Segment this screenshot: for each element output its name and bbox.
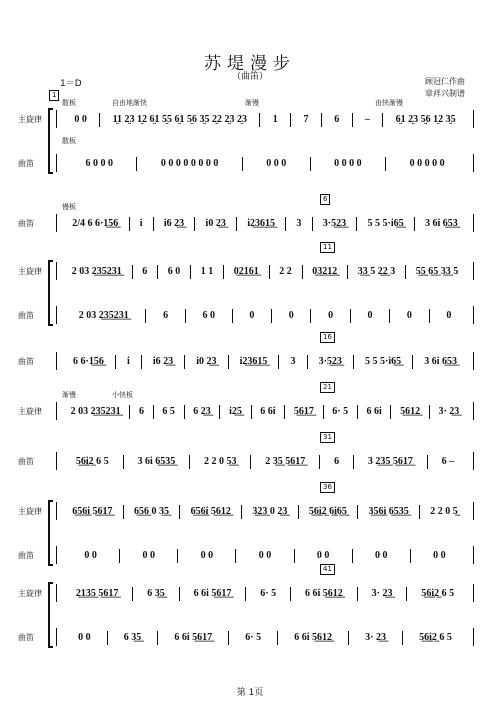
- measure: 0 0 0: [243, 157, 311, 171]
- measure: i: [130, 217, 154, 231]
- barline: [473, 452, 474, 470]
- barline: [473, 402, 474, 420]
- measure: 6· 5: [246, 587, 291, 601]
- measure: 6 0: [186, 309, 233, 323]
- part-label: 曲笛: [18, 311, 34, 320]
- notation-row: [56, 628, 474, 646]
- barline: [473, 546, 474, 564]
- barline: [56, 452, 57, 470]
- barline: [473, 628, 474, 646]
- system-brace: [48, 108, 53, 174]
- page-number: 第 1页: [236, 688, 264, 698]
- rehearsal-mark: 16: [320, 332, 335, 343]
- measure-group: [62, 217, 468, 231]
- measure: 0: [446, 310, 452, 321]
- composer-credit: 顾冠仁作曲: [425, 77, 465, 86]
- measure: 6 0 0 0: [62, 157, 137, 171]
- measure: 5 5 5·i6̲5̲: [354, 355, 413, 369]
- tempo-marking: 渐慢: [245, 99, 259, 107]
- measure: 3 2̲3̲5̲ 5̲6̲1̲7̲: [354, 455, 428, 469]
- measure: i2̲3̲6̲1̲5̲: [237, 217, 286, 231]
- measure: 6̲5̲6̲i̲ 5̲6̲1̲7̲: [62, 505, 124, 519]
- tempo-marking: 渐慢: [62, 391, 76, 399]
- notation-row: [56, 154, 474, 172]
- notation-row: [56, 502, 474, 520]
- measure-group: [62, 309, 468, 323]
- measure: 5̲6̲1̲7̲: [285, 405, 323, 419]
- barline: [473, 502, 474, 520]
- measure: 0: [351, 309, 390, 323]
- measure: 0: [311, 309, 350, 323]
- measure: 0: [272, 309, 311, 323]
- rehearsal-mark: 1: [49, 90, 59, 101]
- notation-row: [56, 214, 474, 232]
- part-label: 曲笛: [18, 457, 34, 466]
- barline: [473, 110, 474, 128]
- measure: 0: [390, 309, 429, 323]
- measure: 3: [286, 217, 312, 231]
- measure: 5̲6̲i̲2̲ 6̲i̲6̲5̲: [299, 505, 359, 519]
- measure-group: [62, 265, 468, 279]
- measure: 6̲5̲6̲i̲ 5̲6̲1̲2̲: [180, 505, 242, 519]
- measure-group: [62, 587, 468, 601]
- measure: 5̲6̲i̲2̲ 6 5: [62, 455, 124, 469]
- measure: 0 0: [295, 549, 353, 563]
- measure-group: [62, 405, 468, 419]
- measure: 6· 5: [324, 405, 358, 419]
- notation-row: [56, 262, 474, 280]
- measure: 3: [279, 355, 307, 369]
- measure: 3̲3̲ 5 2̲2̲ 3: [348, 265, 406, 279]
- notation-row: [56, 402, 474, 420]
- part-label: 主旋律: [18, 115, 42, 124]
- measure: 2 2 0 5̲: [430, 506, 458, 517]
- piece-subtitle: （曲笛）: [231, 72, 268, 82]
- part-label: 曲笛: [18, 633, 34, 642]
- measure: 6 6i 5̲6̲1̲2̲: [291, 587, 358, 601]
- tempo-marking: 散板: [62, 137, 76, 145]
- system-brace: [48, 260, 53, 326]
- measure: 2 2 0 5̲3̲: [190, 455, 251, 469]
- part-label: 主旋律: [18, 267, 42, 276]
- measure: 6̤1 2̤3 5̤6 1̤2 3̤5: [395, 114, 456, 125]
- measure: 7: [291, 113, 322, 127]
- measure: 0 0: [62, 113, 100, 127]
- measure: 0 0 0 0: [311, 157, 386, 171]
- measure: 3· 2̲3̲: [358, 587, 408, 601]
- part-label: 曲笛: [18, 159, 34, 168]
- barline: [56, 628, 57, 646]
- measure: 6 2̲3̲: [185, 405, 221, 419]
- system-brace: [48, 582, 53, 648]
- measure: 0 0: [353, 549, 411, 563]
- credits: [425, 76, 465, 100]
- barline: [56, 546, 57, 564]
- measure-group: [62, 157, 468, 171]
- measure: 2 03 2̲3̲5̲2̲3̲1̲: [62, 265, 133, 279]
- tempo-marking: 自由地渐快: [112, 99, 147, 107]
- measure: 2/4 6 6·1̲5̲6̲: [62, 217, 130, 231]
- measure: 6 –: [441, 456, 455, 467]
- barline: [473, 352, 474, 370]
- measure: 1: [260, 113, 291, 127]
- part-label: 主旋律: [18, 407, 42, 416]
- notation-row: [56, 452, 474, 470]
- measure: 2 3̲5̲ 5̲6̲1̲7̲: [251, 455, 320, 469]
- measure-group: [62, 355, 468, 369]
- measure: 1 1: [191, 265, 224, 279]
- notation-row: [56, 584, 474, 602]
- measure: 0 0 0 0 0: [409, 158, 445, 169]
- arranger-credit: 章祥兴制谱: [425, 89, 465, 98]
- measure: i2̲3̲6̲1̲5̲: [229, 355, 280, 369]
- measure: 0̲3̲2̲1̲2̲: [303, 265, 349, 279]
- measure: 0 0: [236, 549, 294, 563]
- barline: [473, 262, 474, 280]
- part-label: 主旋律: [18, 507, 42, 516]
- barline: [473, 214, 474, 232]
- notation-row: [56, 306, 474, 324]
- measure: i6 2̲3̲: [154, 217, 196, 231]
- rehearsal-mark: 41: [320, 564, 335, 575]
- part-label: 主旋律: [18, 589, 42, 598]
- barline: [473, 584, 474, 602]
- system-brace: [48, 500, 53, 566]
- measure: 0 0: [178, 549, 236, 563]
- measure: 2 03 2̲3̲5̲2̲3̲1̲: [62, 309, 146, 323]
- rehearsal-mark: 6: [320, 194, 330, 205]
- barline: [56, 352, 57, 370]
- measure: 6: [133, 265, 159, 279]
- rehearsal-mark: 11: [320, 242, 335, 253]
- barline: [56, 584, 57, 602]
- measure: 0 0: [433, 550, 446, 561]
- measure: 3·5̲2̲3̲: [313, 217, 358, 231]
- measure: 3 6i 6̲5̲3̲: [425, 218, 458, 229]
- measure: 3 6i 6̲5̲3̲: [424, 356, 458, 367]
- measure: 0 0: [62, 631, 108, 645]
- measure: 2̲1̲3̲5̲ 5̲6̲1̲7̲: [62, 587, 133, 601]
- measure: 5 5 5·i6̲5̲: [357, 217, 415, 231]
- measure: –: [353, 113, 384, 127]
- tempo-marking: 慢板: [62, 203, 76, 211]
- measure: i0 2̲3̲: [195, 217, 237, 231]
- key-signature: 1＝D: [60, 79, 82, 89]
- measure: 3· 2̲3̲: [438, 406, 460, 417]
- measure: 0: [233, 309, 272, 323]
- measure: i2̲5̲: [220, 405, 251, 419]
- rehearsal-mark: 21: [320, 382, 335, 393]
- measure: 0 0: [120, 549, 178, 563]
- measure: 5̲6̲i̲2̲ 6 5: [421, 588, 455, 599]
- measure: 0 0: [62, 549, 120, 563]
- measure: 6 6i 5̲6̲1̲2̲: [278, 631, 349, 645]
- measure: 6 3̲5̲: [108, 631, 159, 645]
- measure: 6: [130, 405, 153, 419]
- barline: [56, 306, 57, 324]
- measure-group: [62, 455, 468, 469]
- part-label: 曲笛: [18, 551, 34, 560]
- barline: [56, 154, 57, 172]
- measure: 6 5: [154, 405, 185, 419]
- measure: 3· 2̲3̲: [349, 631, 403, 645]
- measure: 6̲5̲6̲ 0 3̲5̲: [124, 505, 181, 519]
- notation-row: [56, 546, 474, 564]
- measure: 1̤1 2̤3 1̤2 6̤1 5̤5 6̤1 5̤6 3̤5 2̤2 2̤3 2̤3: [100, 113, 260, 127]
- barline: [473, 154, 474, 172]
- measure: 6 0: [158, 265, 191, 279]
- rehearsal-mark: 31: [320, 432, 335, 443]
- barline: [56, 110, 57, 128]
- measure: 3̲2̲3̲ 0 2̲3̲: [242, 505, 299, 519]
- part-label: 曲笛: [18, 357, 34, 366]
- measure-group: [62, 113, 468, 127]
- measure: 6 6i: [358, 405, 392, 419]
- barline: [473, 306, 474, 324]
- barline: [56, 502, 57, 520]
- measure: 6 6i 5̲6̲1̲7̲: [180, 587, 247, 601]
- measure: 2 2: [270, 265, 303, 279]
- part-label: 曲笛: [18, 219, 34, 228]
- measure: 6 6i 5̲6̲1̲7̲: [158, 631, 229, 645]
- barline: [56, 262, 57, 280]
- measure: 5̲6̲1̲2̲: [391, 405, 429, 419]
- measure: 5̲6̲i̲2̲ 6 5: [419, 632, 452, 643]
- tempo-marking: 由快渐慢: [375, 99, 403, 107]
- measure: i: [116, 355, 142, 369]
- tempo-marking: 散板: [62, 99, 76, 107]
- barline: [56, 402, 57, 420]
- measure: 5̲5̲ 6̲5̲ 3̲3̲ 5: [415, 266, 459, 277]
- measure: i0 2̲3̲: [185, 355, 228, 369]
- measure: 2 03 2̲3̲5̲2̲3̲1̲: [62, 405, 130, 419]
- barline: [56, 214, 57, 232]
- measure-group: [62, 505, 468, 519]
- measure: 3 6i 6̲5̲3̲5̲: [124, 455, 191, 469]
- measure: 3̲5̲6̲i̲ 6̲5̲3̲5̲: [358, 505, 420, 519]
- measure: 0̲2̲1̲6̲1̲: [224, 265, 270, 279]
- measure: 6 6i: [252, 405, 286, 419]
- measure-group: [62, 549, 468, 563]
- measure: 3·5̲2̲3̲: [308, 355, 354, 369]
- rehearsal-mark: 36: [320, 482, 335, 493]
- measure-group: [62, 631, 468, 645]
- measure: 6· 5: [229, 631, 278, 645]
- measure: 6 6·1̲5̲6̲: [62, 355, 116, 369]
- tempo-marking: 小快板: [112, 391, 133, 399]
- measure: 6: [320, 455, 354, 469]
- measure: 6: [146, 309, 185, 323]
- measure: 0 0 0 0 0 0 0 0: [137, 157, 242, 171]
- measure: 6: [322, 113, 353, 127]
- measure: i6 2̲3̲: [142, 355, 185, 369]
- measure: 6 3̲5̲: [133, 587, 179, 601]
- notation-row: [56, 110, 474, 128]
- piece-title: 苏堤漫步: [204, 54, 296, 74]
- notation-row: [56, 352, 474, 370]
